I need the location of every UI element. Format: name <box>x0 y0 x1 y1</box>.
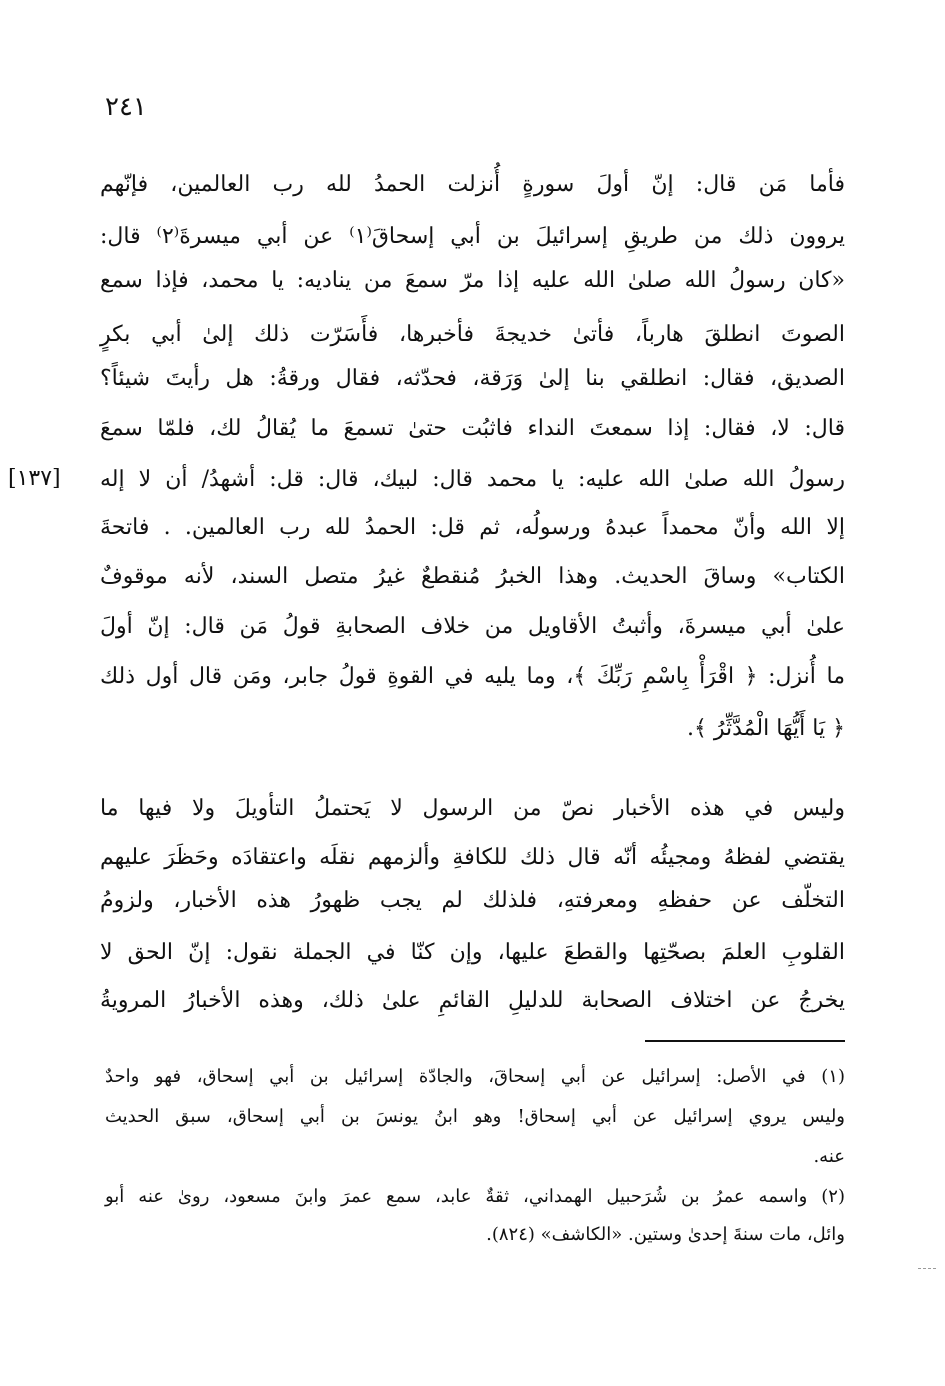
page-number: ٢٤١ <box>105 92 147 122</box>
body-line: الكتاب» وساقَ الحديث. وهذا الخبرُ مُنقطعٌ غيرُ متصل السند، لأنه موقوفٌ <box>100 564 845 589</box>
scan-artifact <box>918 1268 936 1269</box>
body-line: إلا الله وأنّ محمداً عبدهُ ورسولُه، ثم قل: الحمدُ لله رب العالمين. . فاتحةَ <box>100 515 845 540</box>
body-line: القلوبِ العلمَ بصحّتِها والقطعَ عليها، وإن كنّا في الجملة نقول: إنّ الحق لا <box>100 940 845 965</box>
body-line: قال: لا، فقال: إذا سمعتَ النداء فاثبُت حتىٰ تسمعَ ما يُقالُ لك، فلمّا سمعَ <box>100 416 845 441</box>
body-line: فأما مَن قال: إنّ أولَ سورةٍ أُنزلت الحمدُ لله رب العالمين، فإنّهم <box>100 172 845 197</box>
margin-page-reference: [١٣٧] <box>8 466 61 491</box>
body-line: ما أُنزل: ﴿ اقْرَأْ بِاسْمِ رَبِّكَ ﴾، وما يليه في القوةِ قولُ جابر، ومَن قال أول ذلك <box>100 664 845 689</box>
body-line: علىٰ أبي ميسرةَ، وأثبتُ الأقاويل من خلاف الصحابةِ قولُ مَن قال: إنّ أولَ <box>100 614 845 639</box>
body-line: يقتضي لفظهُ ومجيئُه أنّه قال ذلك للكافةِ وألزمهم نقلَه واعتقادَه وحَظَرَ عليهم <box>100 845 845 870</box>
footnote-line: (٢) واسمه عمرُ بن شُرَحبيل الهمداني، ثقةٌ عابد، سمع عمرَ وابنَ مسعود، روىٰ عنه أبو <box>105 1186 845 1207</box>
body-line: يروون ذلك من طريقِ إسرائيلَ بن أبي إسحاقَ⁽١⁾ عن أبي ميسرةَ⁽٢⁾ قال: <box>100 224 845 249</box>
body-line: الصديق، فقال: انطلقي بنا إلىٰ وَرَقة، فحدّثه، فقال ورقةُ: هل رأيتَ شيئاً؟ <box>100 366 845 391</box>
body-line: الصوتَ انطلقَ هارباً، فأتىٰ خديجةَ فأخبرها، فأَسَرّت ذلك إلىٰ أبي بكرٍ <box>100 322 845 347</box>
footnote-separator <box>645 1040 845 1042</box>
footnote-line: (١) في الأصل: إسرائيل عن أبي إسحاقَ، والجادّة إسرائيل بن أبي إسحاق، فهو واحدٌ <box>105 1066 845 1087</box>
body-line: يخرجُ عن اختلاف الصحابة للدليلِ القائمِ علىٰ ذلك، وهذه الأخبارُ المرويةُ <box>100 988 845 1013</box>
body-line: وليس في هذه الأخبار نصّ من الرسول لا يَحتملُ التأويلَ ولا فيها ما <box>100 796 845 821</box>
footnote-line: وليس يروي إسرائيل عن أبي إسحاق! وهو ابنُ يونسَ بن أبي إسحاق، سبق الحديث <box>105 1106 845 1127</box>
body-line: التخلّف عن حفظهِ ومعرفتهِ، فلذلك لم يجب ظهورُ هذه الأخبار، ولزومُ <box>100 888 845 913</box>
body-line: «كان رسولُ الله صلىٰ الله عليه إذا مرّ سمعَ من يناديه: يا محمد، فإذا سمع <box>100 268 845 293</box>
footnote-line: وائل، مات سنةَ إحدىٰ وستين. «الكاشف» (٨٢٤). <box>486 1224 845 1245</box>
footnote-line: عنه. <box>813 1146 845 1167</box>
body-line-last: ﴿ يَا أَيُّهَا الْمُدَّثِّرُ ﴾. <box>687 716 845 741</box>
body-line: رسولُ الله صلىٰ الله عليه: يا محمد قال: لبيك، قال: قل: أشهدُ/ أن لا إله <box>100 467 845 492</box>
